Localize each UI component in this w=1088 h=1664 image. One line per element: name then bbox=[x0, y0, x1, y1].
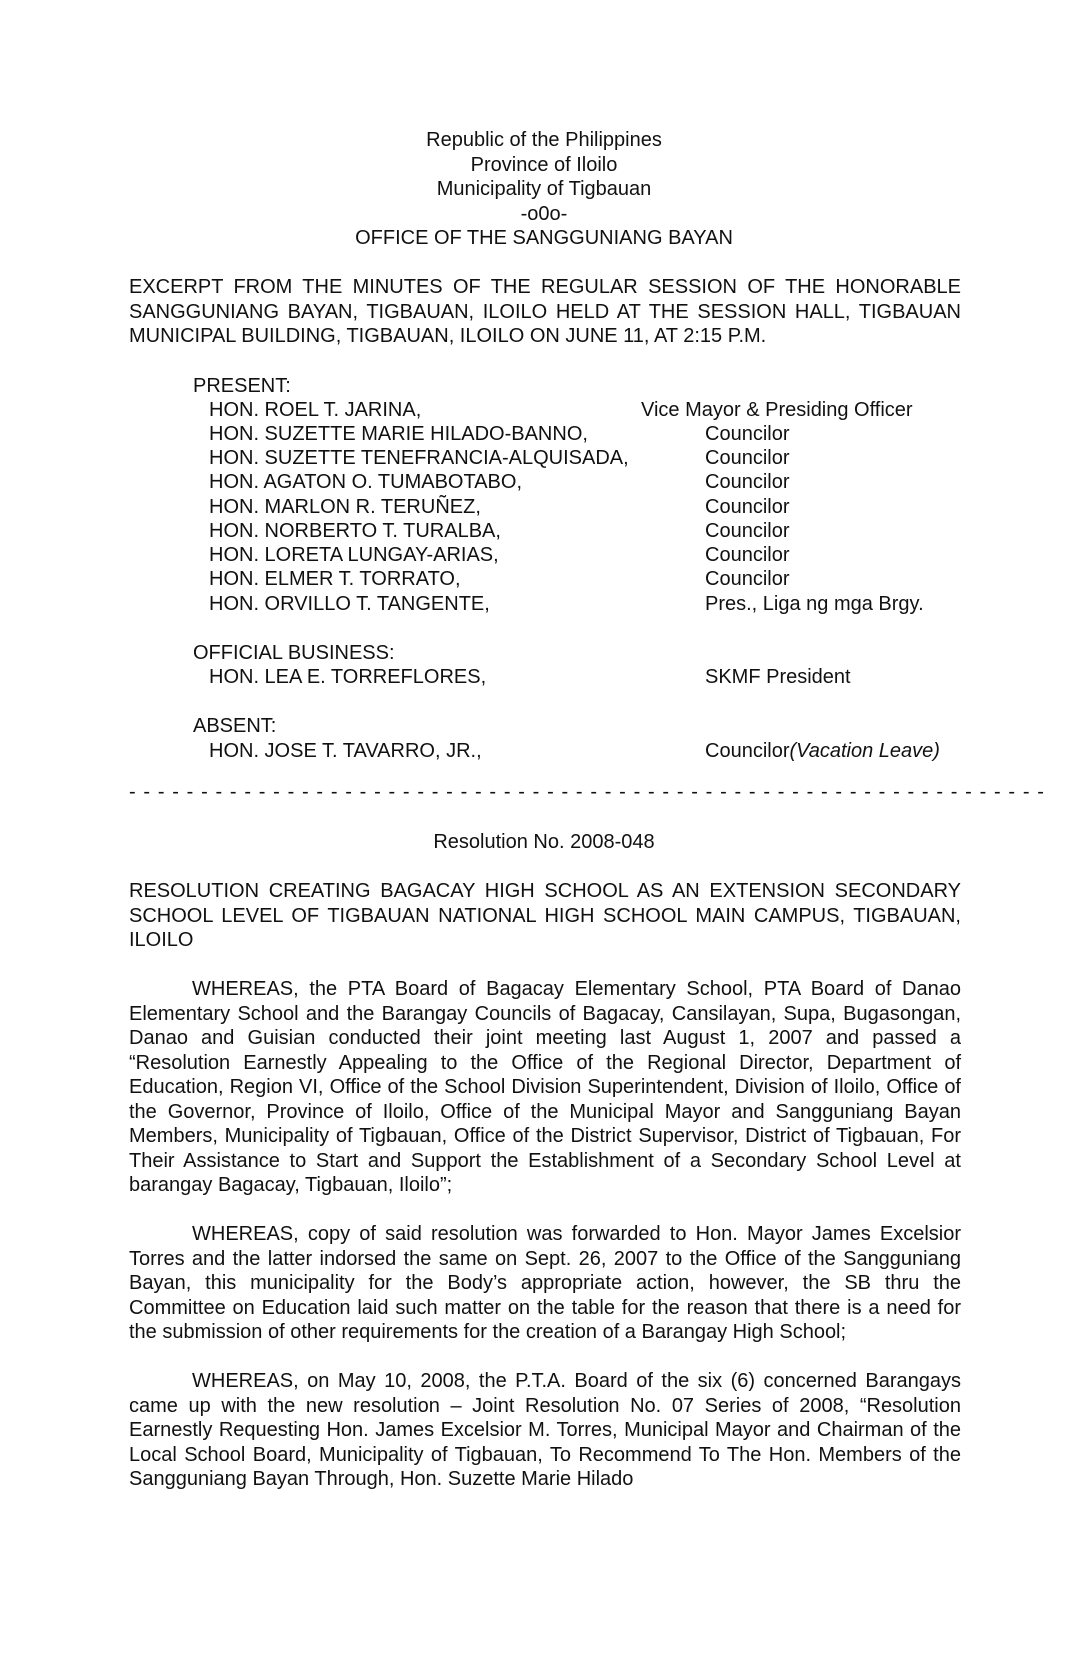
letterhead bbox=[0, 128, 1088, 251]
member-name: HON. LORETA LUNGAY-ARIAS, bbox=[209, 544, 499, 566]
resolution-title: RESOLUTION CREATING BAGACAY HIGH SCHOOL AS AN EXTENSION SECONDARY SCHOOL LEVEL OF TIGBAUAN NATIONAL HIGH SCHOOL MAIN CAMPUS, TIGBAUAN, ILOILO bbox=[129, 880, 961, 951]
present-label: PRESENT: bbox=[193, 375, 291, 397]
header-municipality: Municipality of Tigbauan bbox=[436, 178, 652, 200]
member-name: HON. NORBERTO T. TURALBA, bbox=[209, 520, 501, 542]
official-business-name: HON. LEA E. TORREFLORES, bbox=[209, 666, 487, 688]
header-province: Province of Iloilo bbox=[470, 153, 618, 176]
member-name: HON. ELMER T. TORRATO, bbox=[209, 568, 461, 590]
whereas-paragraph: WHEREAS, copy of said resolution was forwarded to Hon. Mayor James Excelsior Torres and the latter indorsed the same on Sept. 26, 2007 to the Office of the Sangguniang Bayan, this municipality for the Body’s appropriate action, however, the SB thru the Committee on Education laid such matter on the table for the reason that there is a need for the submission of other requirements for the creation of a Barangay High School; bbox=[129, 1223, 961, 1343]
member-title: Councilor bbox=[705, 447, 790, 469]
absent-note: (Vacation Leave) bbox=[789, 740, 940, 762]
section-divider: - - - - - - - - - - - - - - - - - - - - - - - - - - - - - - - - - - - - - - - - - - - - - - - - - - - - - - - - - - - - - - - - bbox=[129, 781, 1046, 803]
member-title: Pres., Liga ng mga Brgy. bbox=[705, 593, 924, 615]
member-title: Councilor bbox=[705, 423, 790, 445]
absent-title-text: Councilor bbox=[705, 740, 790, 762]
whereas-clauses bbox=[129, 977, 961, 1492]
member-name: HON. ROEL T. JARINA, bbox=[209, 399, 422, 421]
header-office: OFFICE OF THE SANGGUNIANG BAYAN bbox=[355, 227, 733, 249]
official-business-title: SKMF President bbox=[705, 666, 851, 688]
member-title: Councilor bbox=[705, 471, 790, 493]
member-name: HON. MARLON R. TERUÑEZ, bbox=[209, 496, 481, 518]
member-name: HON. ORVILLO T. TANGENTE, bbox=[209, 593, 490, 615]
member-name: HON. AGATON O. TUMABOTABO, bbox=[209, 471, 523, 493]
member-title: Vice Mayor & Presiding Officer bbox=[641, 399, 913, 421]
member-name: HON. SUZETTE TENEFRANCIA-ALQUISADA, bbox=[209, 447, 629, 469]
member-title: Councilor bbox=[705, 496, 790, 518]
member-title: Councilor bbox=[705, 520, 790, 542]
excerpt-paragraph: EXCERPT FROM THE MINUTES OF THE REGULAR SESSION OF THE HONORABLE SANGGUNIANG BAYAN, TIGBAUAN, ILOILO HELD AT THE SESSION HALL, TIGBAUAN MUNICIPAL BUILDING, TIGBAUAN, ILOILO ON JUNE 11, AT 2:15 P.M. bbox=[129, 276, 961, 347]
header-separator: -o0o- bbox=[520, 202, 568, 225]
member-title: Councilor bbox=[705, 568, 790, 590]
official-business-label: OFFICIAL BUSINESS: bbox=[193, 642, 395, 664]
member-title: Councilor bbox=[705, 544, 790, 566]
absent-label: ABSENT: bbox=[193, 715, 277, 737]
whereas-paragraph: WHEREAS, on May 10, 2008, the P.T.A. Board of the six (6) concerned Barangays came up with the new resolution – Joint Resolution No. 07 Series of 2008, “Resolution Earnestly Requesting Hon. James Excelsior M. Torres, Municipal Mayor and Chairman of the Local School Board, Municipality of Tigbauan, To Recommend To The Hon. Members of the Sangguniang Bayan Through, Hon. Suzette Marie Hilado bbox=[129, 1370, 961, 1490]
absent-name: HON. JOSE T. TAVARRO, JR., bbox=[209, 740, 482, 762]
member-name: HON. SUZETTE MARIE HILADO-BANNO, bbox=[209, 423, 588, 445]
header-republic: Republic of the Philippines bbox=[426, 129, 662, 151]
resolution-number: Resolution No. 2008-048 bbox=[433, 831, 655, 853]
whereas-paragraph: WHEREAS, the PTA Board of Bagacay Elementary School, PTA Board of Danao Elementary School and the Barangay Councils of Bagacay, Cansilayan, Supa, Bugasongan, Danao and Guisian conducted their joint meeting last August 1, 2007 and passed a “Resolution Earnestly Appealing to the Office of the Regional Director, Department of Education, Region VI, Office of the School Division Superintendent, Division of Iloilo, Office of the Governor, Province of Iloilo, Office of the Municipal Mayor and Sangguniang Bayan Members, Municipality of Tigbauan, Office of the District Supervisor, District of Tigbauan, For Their Assistance to Start and Support the Establishment of a Secondary School Level at barangay Bagacay, Tigbauan, Iloilo”; bbox=[129, 978, 961, 1196]
absent-title bbox=[705, 739, 940, 764]
